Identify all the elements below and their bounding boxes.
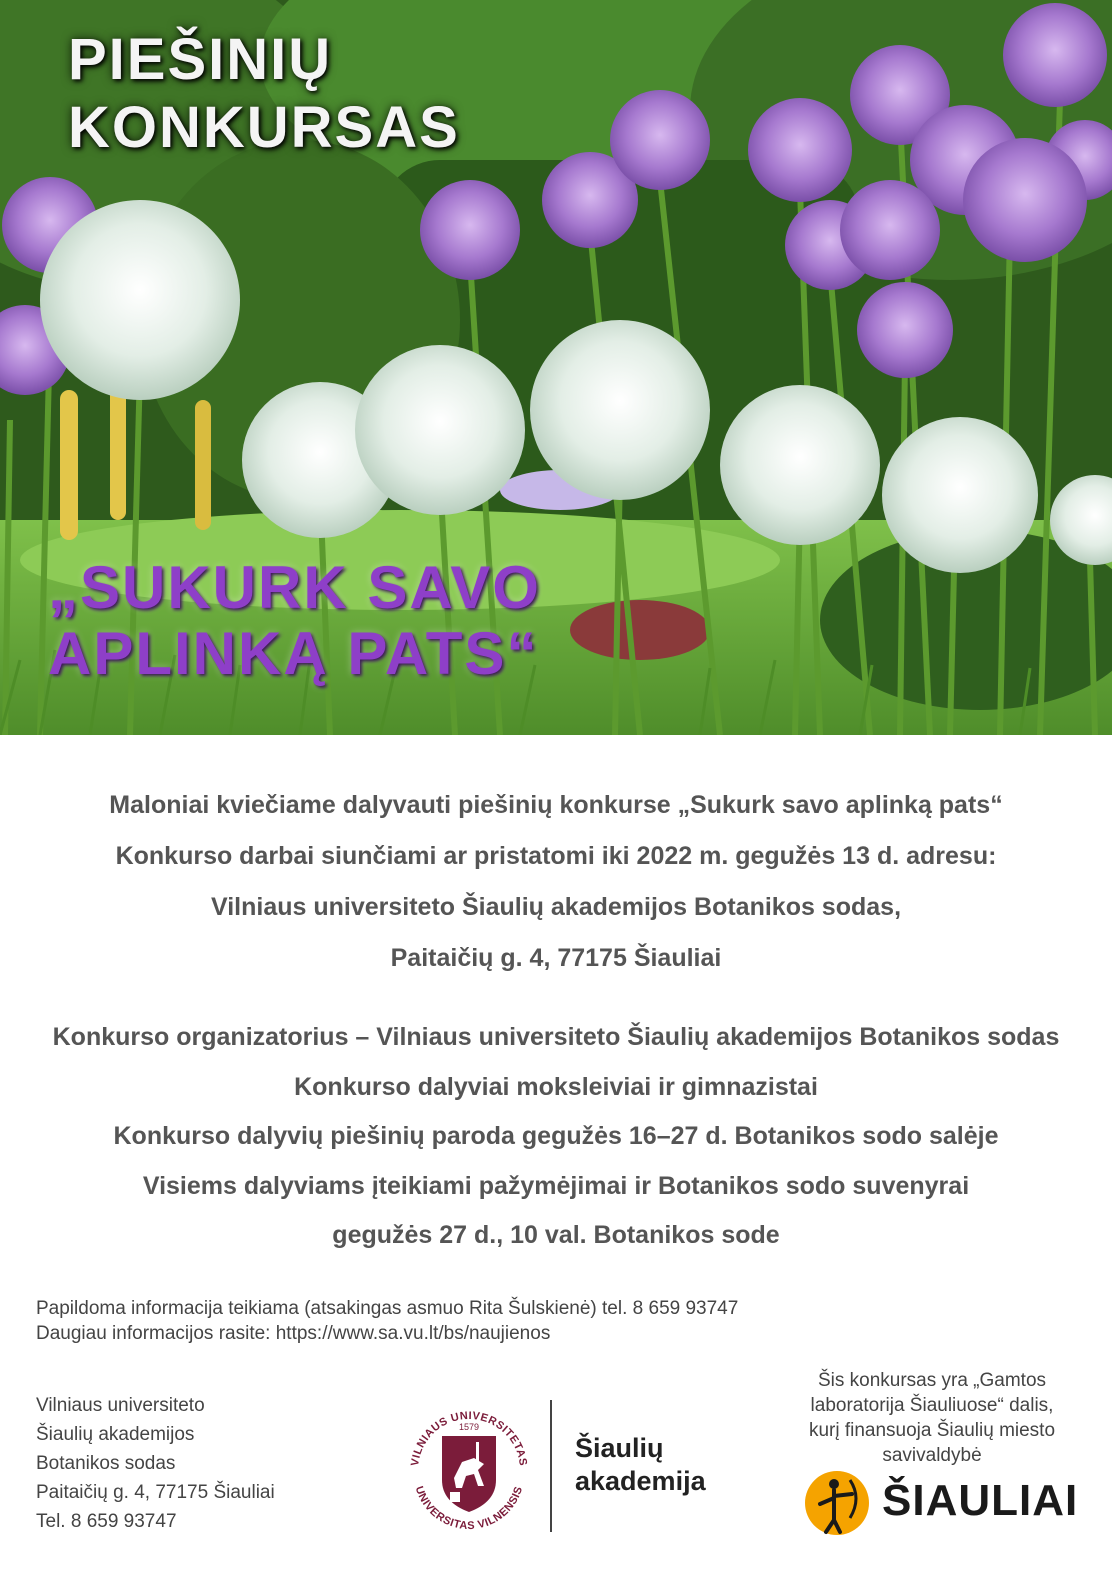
invitation-line: Paitaičių g. 4, 77175 Šiauliai — [390, 944, 722, 972]
link-prefix: Daugiau informacijos rasite: — [36, 1323, 271, 1344]
more-info — [36, 1296, 738, 1346]
funding-line: laboratorija Šiauliuose“ dalis, — [810, 1395, 1054, 1416]
siauliai-city-logo — [804, 1470, 1094, 1538]
link-line — [36, 1321, 738, 1346]
details-line: gegužės 27 d., 10 val. Botanikos sode — [332, 1221, 780, 1249]
invitation-line: Konkurso darbai siunčiami ar pristatomi iki 2022 m. gegužės 13 d. adresu: — [115, 842, 997, 870]
logo-line: Šiaulių — [575, 1433, 664, 1463]
details-line: Konkurso organizatorius – Vilniaus universiteto Šiaulių akademijos Botanikos sodas — [52, 1023, 1060, 1051]
seal-year: 1579 — [458, 1422, 480, 1432]
funding-line: savivaldybė — [882, 1445, 982, 1466]
hero-title-line: PIEŠINIŲ — [68, 27, 333, 92]
seal-text-bottom: UNIVERSITAS VILNENSIS — [412, 1484, 526, 1533]
address-line: Šiaulių akademijos — [36, 1424, 195, 1445]
news-link[interactable]: https://www.sa.vu.lt/bs/naujienos — [275, 1323, 551, 1344]
address-line: Paitaičių g. 4, 77175 Šiauliai — [36, 1482, 275, 1503]
address-line: Botanikos sodas — [36, 1453, 176, 1474]
seal-text-top: VILNIAUS UNIVERSITETAS — [409, 1409, 529, 1467]
hero-photo — [0, 0, 1112, 735]
invitation-block — [0, 780, 1112, 984]
invitation-line: Maloniai kviečiame dalyvauti piešinių konkurse „Sukurk savo aplinką pats“ — [109, 791, 1003, 819]
funding-note — [780, 1368, 1084, 1468]
hero-slogan — [48, 555, 541, 687]
hero-slogan-line: APLINKĄ PATS“ — [48, 620, 539, 687]
contact-line: Papildoma informacija teikiama (atsakingas asmuo Rita Šulskienė) tel. 8 659 93747 — [36, 1298, 739, 1319]
address-block — [36, 1391, 275, 1536]
university-seal-icon — [404, 1398, 534, 1538]
address-line: Tel. 8 659 93747 — [36, 1511, 177, 1532]
logo-divider — [550, 1400, 552, 1532]
address-line: Vilniaus universiteto — [36, 1395, 205, 1416]
archer-icon — [804, 1470, 870, 1536]
invitation-line: Vilniaus universiteto Šiaulių akademijos Botanikos sodas, — [210, 893, 902, 921]
city-name: ŠIAULIAI — [882, 1476, 1079, 1525]
details-line: Konkurso dalyvių piešinių paroda gegužės 16–27 d. Botanikos sodo salėje — [113, 1122, 999, 1150]
hero-title-line: KONKURSAS — [68, 95, 460, 160]
logo-line: akademija — [575, 1466, 706, 1496]
funding-line: kurį finansuoja Šiaulių miesto — [808, 1420, 1056, 1441]
details-block — [0, 1013, 1112, 1261]
hero-title — [68, 26, 460, 162]
hero-slogan-line: „SUKURK SAVO — [48, 554, 541, 621]
details-line: Konkurso dalyviai moksleiviai ir gimnazistai — [294, 1072, 818, 1101]
funding-line: Šis konkursas yra „Gamtos — [817, 1370, 1047, 1391]
details-line: Visiems dalyviams įteikiami pažymėjimai ir Botanikos sodo suvenyrai — [142, 1171, 970, 1200]
siauliu-akademija-logo — [575, 1432, 706, 1498]
